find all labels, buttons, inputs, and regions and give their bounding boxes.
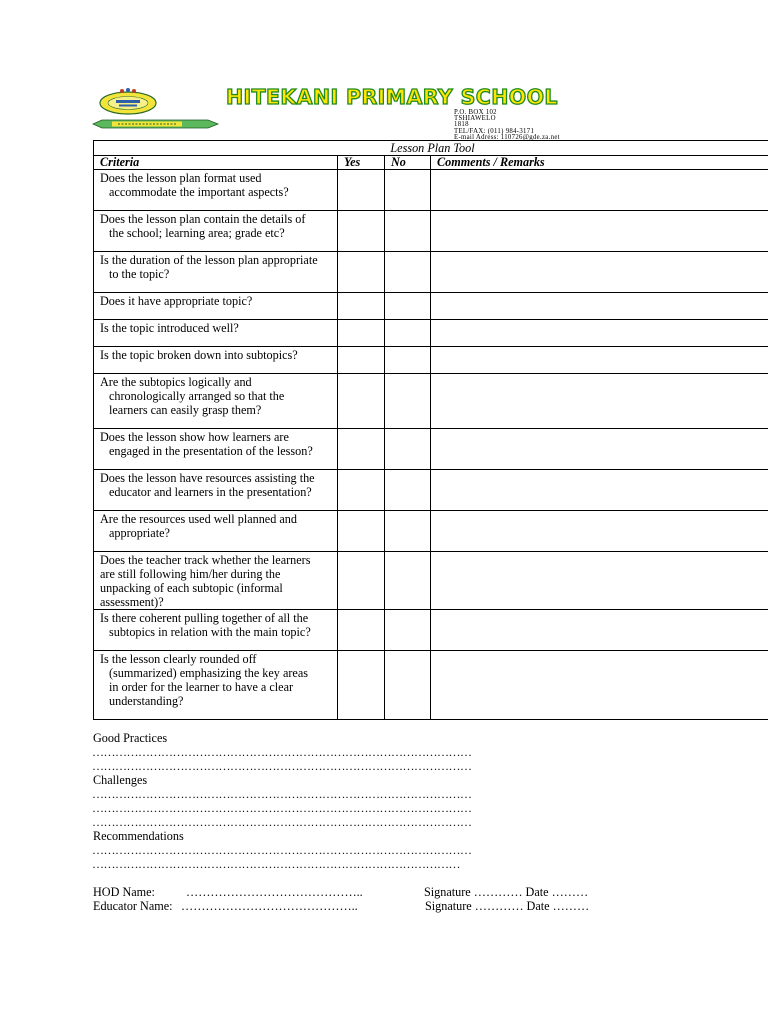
no-cell[interactable] xyxy=(385,347,431,374)
yes-cell[interactable] xyxy=(338,211,385,252)
lesson-plan-table xyxy=(93,140,768,720)
yes-cell[interactable] xyxy=(338,320,385,347)
good-practices-line[interactable]: ……………………………………………………………………………………… xyxy=(92,745,472,759)
comments-cell[interactable] xyxy=(431,651,768,720)
contact-line: P.O. BOX 102 xyxy=(454,109,497,116)
table-row xyxy=(94,347,768,374)
comments-cell[interactable] xyxy=(431,511,768,552)
criteria-text-line: Is the topic broken down into subtopics? xyxy=(100,348,298,362)
criteria-cell xyxy=(94,293,338,320)
yes-cell[interactable] xyxy=(338,651,385,720)
criteria-text-line: understanding? xyxy=(109,694,184,708)
comments-cell[interactable] xyxy=(431,374,768,429)
school-crest-logo xyxy=(92,84,220,132)
contact-line: TEL/FAX: (011) 984-3171 xyxy=(454,127,535,135)
educator-name-line[interactable]: …………………………………….. xyxy=(181,899,358,913)
criteria-cell xyxy=(94,374,338,429)
comments-cell[interactable] xyxy=(431,347,768,374)
no-cell[interactable] xyxy=(385,320,431,347)
comments-cell[interactable] xyxy=(431,320,768,347)
school-name: HITEKANI PRIMARY SCHOOL xyxy=(226,85,558,109)
challenges-label: Challenges xyxy=(93,773,148,787)
header-yes: Yes xyxy=(338,156,385,170)
comments-cell[interactable] xyxy=(431,252,768,293)
no-cell[interactable] xyxy=(385,252,431,293)
no-cell[interactable] xyxy=(385,511,431,552)
no-cell[interactable] xyxy=(385,374,431,429)
criteria-text-line: are still following him/her during the xyxy=(100,567,281,581)
criteria-text-line: engaged in the presentation of the lesson? xyxy=(109,444,313,458)
criteria-text-line: chronologically arranged so that the xyxy=(109,389,285,403)
yes-cell[interactable] xyxy=(338,170,385,211)
criteria-cell xyxy=(94,320,338,347)
contact-line: E-mail Adress: 110726@gde.za.net xyxy=(454,133,560,141)
criteria-cell xyxy=(94,651,338,720)
criteria-text-line: Does the lesson have resources assisting the xyxy=(100,471,315,485)
good-practices-label: Good Practices xyxy=(93,731,168,745)
criteria-cell xyxy=(94,610,338,651)
comments-cell[interactable] xyxy=(431,552,768,610)
criteria-text-line: in order for the learner to have a clear xyxy=(109,680,294,694)
yes-cell[interactable] xyxy=(338,293,385,320)
challenges-line[interactable]: ……………………………………………………………………………………… xyxy=(92,801,472,815)
letterhead xyxy=(92,80,768,141)
no-cell[interactable] xyxy=(385,211,431,252)
table-row xyxy=(94,293,768,320)
good-practices-line[interactable]: ……………………………………………………………………………………… xyxy=(92,759,472,773)
criteria-text-line: Are the resources used well planned and xyxy=(100,512,297,526)
comments-cell[interactable] xyxy=(431,170,768,211)
yes-cell[interactable] xyxy=(338,511,385,552)
no-cell[interactable] xyxy=(385,651,431,720)
header-comments: Comments / Remarks xyxy=(431,156,768,170)
yes-cell[interactable] xyxy=(338,470,385,511)
table-row xyxy=(94,552,768,610)
no-cell[interactable] xyxy=(385,429,431,470)
criteria-text-line: Is the duration of the lesson plan appropriate xyxy=(100,253,318,267)
hod-name-line[interactable]: …………………………………….. xyxy=(186,885,363,899)
educator-signature-date[interactable]: Signature ………… Date ……… xyxy=(425,899,590,913)
table-caption: Lesson Plan Tool xyxy=(94,141,768,156)
comments-cell[interactable] xyxy=(431,429,768,470)
comments-cell[interactable] xyxy=(431,211,768,252)
yes-cell[interactable] xyxy=(338,347,385,374)
comments-cell[interactable] xyxy=(431,293,768,320)
table-row xyxy=(94,429,768,470)
criteria-text-line: Does the lesson plan contain the details of xyxy=(100,212,306,226)
table-row xyxy=(94,470,768,511)
yes-cell[interactable] xyxy=(338,552,385,610)
table-row xyxy=(94,320,768,347)
criteria-cell xyxy=(94,211,338,252)
criteria-text-line: (summarized) emphasizing the key areas xyxy=(109,666,308,680)
criteria-cell xyxy=(94,347,338,374)
table-row xyxy=(94,211,768,252)
table-row xyxy=(94,170,768,211)
table-row xyxy=(94,651,768,720)
criteria-text-line: assessment)? xyxy=(100,595,164,609)
challenges-line[interactable]: ……………………………………………………………………………………… xyxy=(92,787,472,801)
criteria-cell xyxy=(94,470,338,511)
table-row xyxy=(94,511,768,552)
recommendations-line[interactable]: …………………………………………………………………………………… xyxy=(92,857,460,871)
criteria-text-line: Does the teacher track whether the learners xyxy=(100,553,311,567)
header-criteria: Criteria xyxy=(94,156,338,170)
criteria-text-line: Does the lesson plan format used xyxy=(100,171,262,185)
no-cell[interactable] xyxy=(385,610,431,651)
yes-cell[interactable] xyxy=(338,429,385,470)
educator-name-label: Educator Name: xyxy=(93,899,173,913)
criteria-cell xyxy=(94,170,338,211)
criteria-cell xyxy=(94,429,338,470)
recommendations-line[interactable]: ……………………………………………………………………………………… xyxy=(92,843,472,857)
no-cell[interactable] xyxy=(385,170,431,211)
table-row xyxy=(94,610,768,651)
comments-cell[interactable] xyxy=(431,610,768,651)
criteria-text-line: appropriate? xyxy=(109,526,170,540)
contact-line: TSHIAWELO xyxy=(454,115,496,123)
criteria-text-line: educator and learners in the presentation? xyxy=(109,485,312,499)
yes-cell[interactable] xyxy=(338,610,385,651)
challenges-line[interactable]: ……………………………………………………………………………………… xyxy=(92,815,472,829)
criteria-text-line: accommodate the important aspects? xyxy=(109,185,289,199)
criteria-text-line: Is the lesson clearly rounded off xyxy=(100,652,257,666)
criteria-text-line: Does the lesson show how learners are xyxy=(100,430,289,444)
criteria-text-line: to the topic? xyxy=(109,267,170,281)
no-cell[interactable] xyxy=(385,470,431,511)
yes-cell[interactable] xyxy=(338,252,385,293)
hod-name-label: HOD Name: xyxy=(93,885,155,899)
criteria-cell xyxy=(94,552,338,610)
criteria-text-line: the school; learning area; grade etc? xyxy=(109,226,285,240)
table-row xyxy=(94,374,768,429)
criteria-text-line: subtopics in relation with the main topic? xyxy=(109,625,311,639)
criteria-text-line: Does it have appropriate topic? xyxy=(100,294,253,308)
school-contact-details xyxy=(454,110,560,141)
recommendations-label: Recommendations xyxy=(93,829,184,843)
header-no: No xyxy=(385,156,431,170)
table-row xyxy=(94,252,768,293)
criteria-text-line: learners can easily grasp them? xyxy=(109,403,262,417)
no-cell[interactable] xyxy=(385,293,431,320)
criteria-cell xyxy=(94,511,338,552)
criteria-text-line: unpacking of each subtopic (informal xyxy=(100,581,283,595)
contact-line: 1818 xyxy=(454,121,469,129)
hod-signature-date[interactable]: Signature ………… Date ……… xyxy=(424,885,589,899)
no-cell[interactable] xyxy=(385,552,431,610)
criteria-text-line: Are the subtopics logically and xyxy=(100,375,252,389)
criteria-text-line: Is there coherent pulling together of all the xyxy=(100,611,309,625)
criteria-cell xyxy=(94,252,338,293)
yes-cell[interactable] xyxy=(338,374,385,429)
comments-cell[interactable] xyxy=(431,470,768,511)
criteria-text-line: Is the topic introduced well? xyxy=(100,321,239,335)
